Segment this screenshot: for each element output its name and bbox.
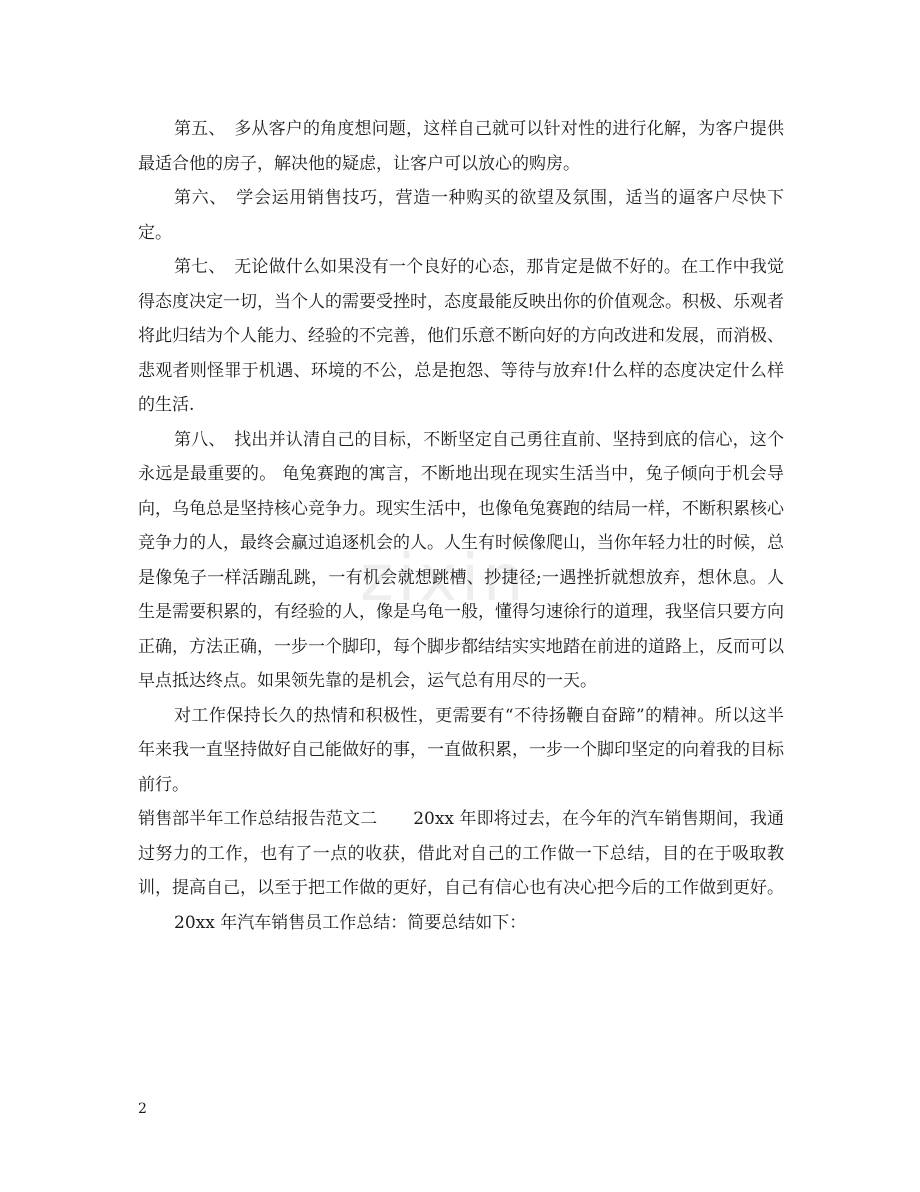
paragraph-7: 第七、 无论做什么如果没有一个良好的心态，那肯定是做不好的。在工作中我觉得态度决定一切，当个人的需要受挫时，态度最能反映出你的价值观念。积极、乐观者将此归结为个人能力、经验的不完善，他们乐意不断向好的方向改进和发展，而消极、悲观者则怪罪于机遇、环境的不公，总是抱怨、等待与放弃!什么样的态度决定什么样的生活. [138, 257, 784, 415]
paragraph-5: 第五、 多从客户的角度想问题，这样自己就可以针对性的进行化解，为客户提供最适合他的房子，解决他的疑虑，让客户可以放心的购房。 [138, 119, 784, 174]
watermark-logo: zixin [360, 542, 528, 616]
paragraph-work-attitude: 对工作保持长久的热情和积极性，更需要有“不待扬鞭自奋蹄”的精神。所以这半年来我一直坚持做好自己能做好的事，一直做积累，一步一个脚印坚定的向着我的目标前行。 [138, 705, 784, 795]
section-heading: 销售部半年工作总结报告范文二 [138, 809, 378, 829]
document-body [138, 112, 784, 940]
summary-line: 20xx 年汽车销售员工作总结：简要总结如下： [174, 912, 527, 933]
page-number: 2 [138, 1101, 147, 1117]
section-intro: 20xx 年即将过去，在今年的汽车销售期间，我通过努力的工作，也有了一点的收获，借此对自己的工作做一下总结，目的在于吸取教训，提高自己，以至于把工作做的更好，自己有信心也有决心把今后的工作做到更好。 [138, 809, 784, 898]
paragraph-6: 第六、 学会运用销售技巧，营造一种购买的欲望及氛围，适当的逼客户尽快下定。 [138, 188, 784, 243]
paragraph-8: 第八、 找出并认清自己的目标，不断坚定自己勇往直前、坚持到底的信心，这个永远是最重要的。 龟兔赛跑的寓言，不断地出现在现实生活当中，兔子倾向于机会导向，乌龟总是坚持核心竞争力。现实生活中，也像龟兔赛跑的结局一样，不断积累核心竞争力的人，最终会赢过追逐机会的人。人生有时候像爬山，当你年轻力壮的时候，总是像兔子一样活蹦乱跳，一有机会就想跳槽、抄捷径;一遇挫折就想放弃，想休息。人生是需要积累的，有经验的人，像是乌龟一般，懂得匀速徐行的道理，我坚信只要方向正确，方法正确，一步一个脚印，每个脚步都结结实实地踏在前进的道路上，反而可以早点抵达终点。如果领先靠的是机会，运气总有用尽的一天。 [138, 429, 784, 691]
section-two-paragraph [138, 802, 784, 906]
